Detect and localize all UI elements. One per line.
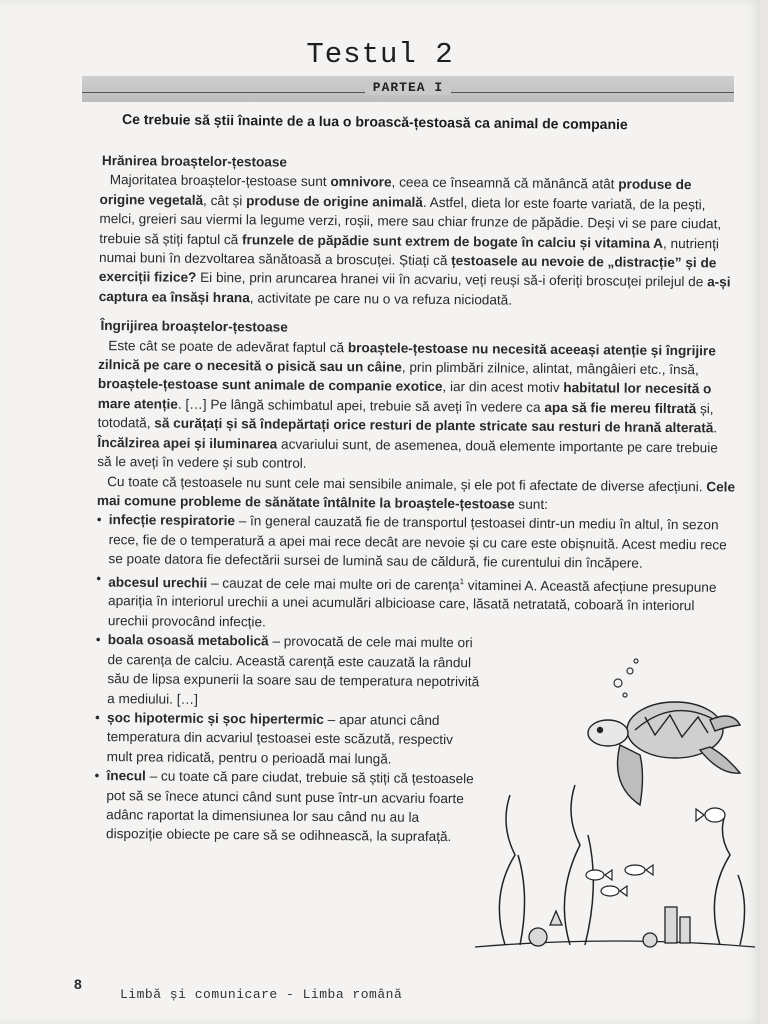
paragraph-health: Cu toate că țestoasele nu sunt cele mai sensibile animale, și ele pot fi afectate de diverse afecțiuni. Cele mai comune probleme de sănătate întâlnite la broaștele-țestoase sunt: xyxy=(96,473,736,512)
list-item: • abcesul urechii – cauzat de cele mai multe ori de carența$^1$ vitaminei A. Această afecțiune presupune apariția în interiorul urechii a unei acumulări albicioase care, lăsată netratată, coboară în interiorul urechii provocând infecție. xyxy=(96,569,735,636)
turtle-aquarium-illustration xyxy=(470,655,760,955)
subheading-feeding: Hrănirea broaștelor-țestoase xyxy=(101,153,288,170)
page-number: 8 xyxy=(74,976,82,992)
list-item: • înecul – cu toate că pare ciudat, trebuie să știți că țestoasele pot să se înece atunci când sunt puse într-un acvariu foarte adânc raportat la dimensiunea lor sau când nu au la dispoziție obiecte pe care să se odihnească, la suprafață. xyxy=(94,766,479,847)
article-heading: Ce trebuie să știi înainte de a lua o broască-țestoasă ca animal de companie xyxy=(121,110,628,133)
subheading-care: Îngrijirea broaștelor-țestoase xyxy=(100,318,288,335)
section-label-text: PARTEA I xyxy=(365,80,451,95)
list-item: • infecție respiratorie – în general cauzată fie de transportul țestoasei dintr-un mediu în altul, în sezon rece, fie de o temperatură a apei mai rece decât are nevoie și cu care este obișnuită. Acest mediu rece se poate datora fie defectării sursei de lumină sau de căldură, fie curentului din încăpere. xyxy=(96,510,734,574)
list-item: • șoc hipotermic și șoc hipertermic – apar atunci când temperatura din acvariul țestoasei este scăzută, respectiv mult prea ridicată, pentru o perioadă mai lungă. xyxy=(95,708,479,770)
sea-turtle-icon xyxy=(588,702,740,805)
section-band xyxy=(82,76,734,102)
bubbles-icon xyxy=(614,659,638,697)
footer-subject: Limbă și comunicare - Limba română xyxy=(120,987,403,1002)
paragraph-care: Este cât se poate de adevărat faptul că broaștele-țestoase nu necesită aceeași atenție și îngrijire zilnică pe care o necesită o pisică sau un câine, prin plimbări zilnice, alintat, mângâieri etc., însă, broaștele-țestoase sunt animale de companie exotice, iar din acest motiv habitatul lor necesită o mare atenție. […] Pe lângă schimbatul apei, trebuie să aveți în vedere ca apa să fie mereu filtrată și, totodată, să curățați și să îndepărtați orice resturi de plante stricate sau resturi de hrană alterată. Încălzirea apei și iluminarea acvariului sunt, de asemenea, două elemente importante pe care trebuie să le aveți în vedere și sub control. xyxy=(97,337,718,471)
fish-icon xyxy=(586,808,725,896)
list-item: • boala osoasă metabolică – provocată de cele mai multe ori de carența de calciu. Această carență este cauzată la rândul său de lipsa expunerii la soare sau de temperatura nepotrivită a mediului. […] xyxy=(95,630,480,711)
test-title: Testul 2 xyxy=(306,38,454,71)
seabed-icon xyxy=(475,907,755,947)
seaweed-icon xyxy=(499,785,744,945)
paragraph-feeding: Majoritatea broaștelor-țestoase sunt omnivore, ceea ce înseamnă că mănâncă atât produse de origine vegetală, cât și produse de origine animală. Astfel, dieta lor este foarte variată, de la pești, melci, greieri sau viermi la legume verzi, roșii, mere sau chiar frunze de păpădie. Deși vi se pare ciudat, trebuie să știți faptul că frunzele de păpădie sunt extrem de bogate în calciu și vitamina A, nutrienți numai buni în dezvoltarea sănătoasă a broscuței. Știați că țestoasele au nevoie de „distracție” și de exerciții fizice? Ei bine, prin aruncarea hranei vii în acvariu, veți reuși să-i oferiți broscuței prilejul de a-și captura ea însăși hrana, activitate pe care nu o va refuza niciodată. xyxy=(98,172,731,308)
section-label xyxy=(82,80,734,95)
